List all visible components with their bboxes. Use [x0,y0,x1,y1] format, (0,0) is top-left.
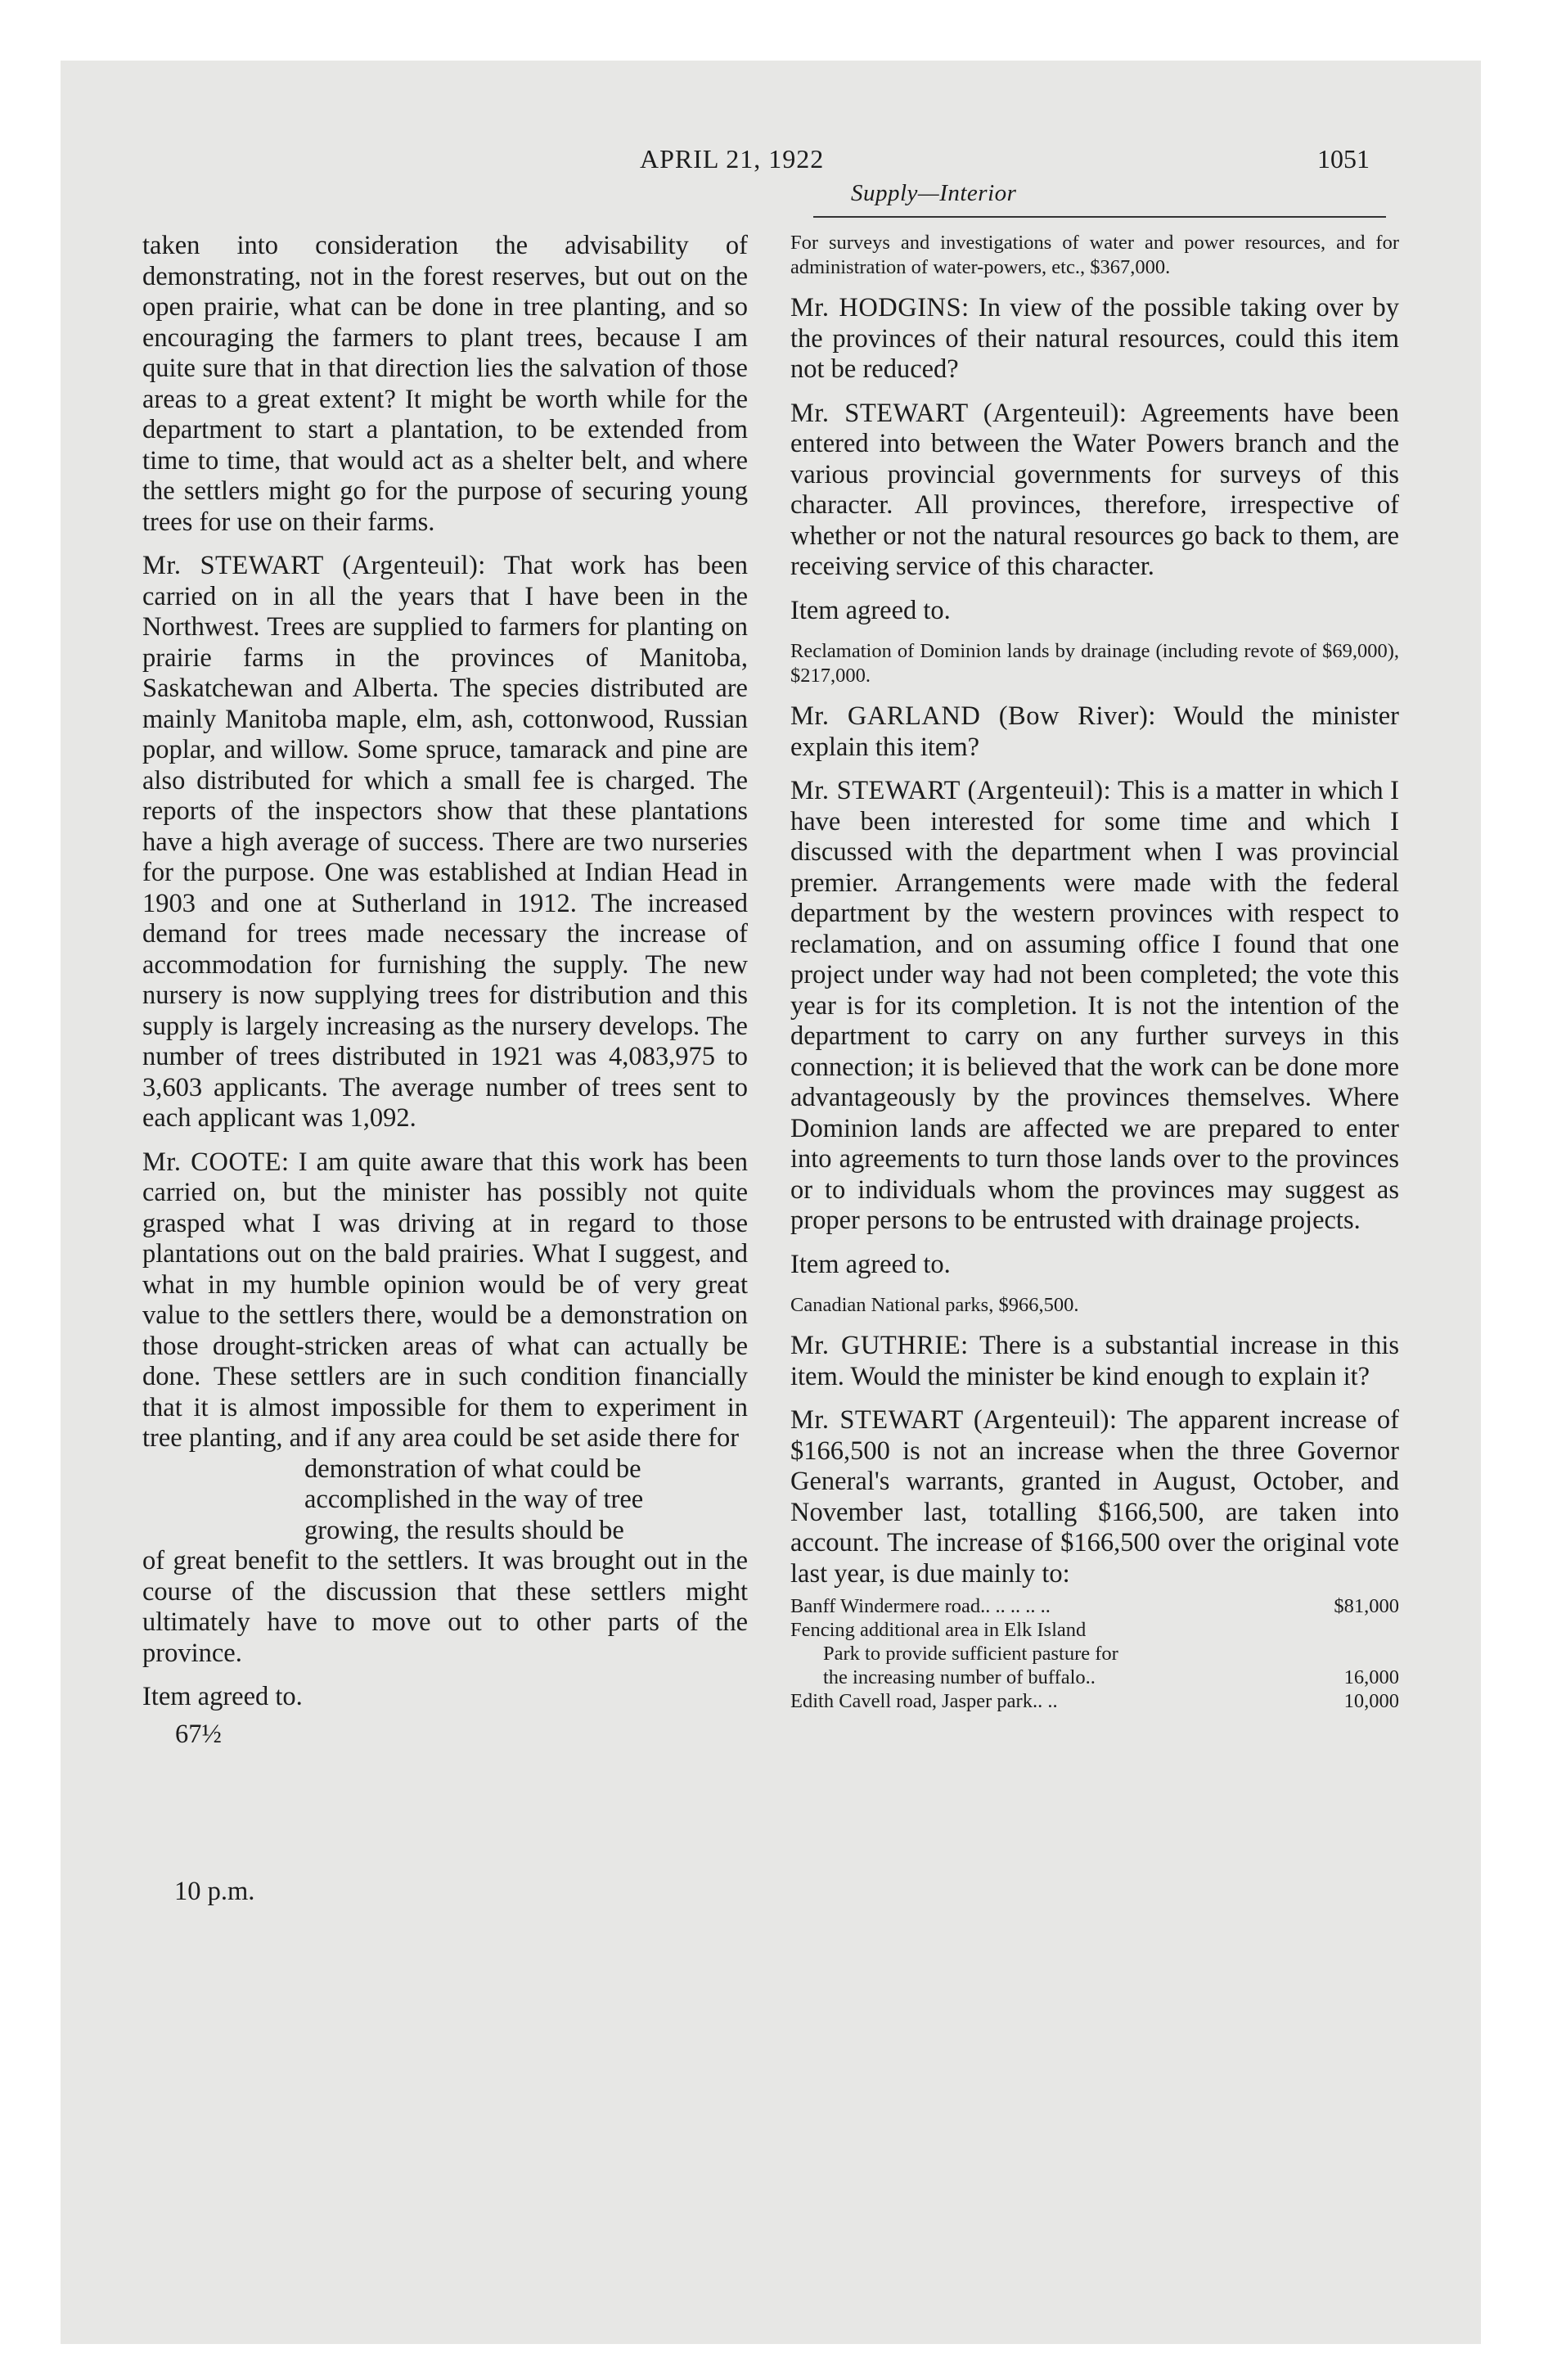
table-row-label: Edith Cavell road, Jasper park.. .. [790,1690,1058,1712]
speaker-name: Mr. GARLAND (Bow River): [790,701,1156,731]
speaker-name: Mr. STEWART (Argenteuil): [790,398,1127,428]
margin-time: 10 p.m. [174,1877,255,1906]
left-column [142,231,748,1750]
paragraph: of great benefit to the settlers. It was brought out in the course of the discussion that these settlers might ultimately have to move out to other parts of the province. [142,1546,748,1668]
paragraph [790,399,1399,583]
table-row [790,1594,1399,1618]
speech-text: I am quite aware that this work has been carried on, but the minister has possibly not quite grasped what I was driving at in regard to those plantations out on the bald prairies. What I suggest, and what in my humble opinion would be of very great value to the settlers there, would be a demonstration on those drought-stricken areas of what can actually be done. These settlers are in such condition financially that it is almost impossible for them to experiment in tree planting, and if any area could be set aside there for [142,1147,748,1453]
paragraph [790,293,1399,385]
speaker-name: Mr. STEWART (Argenteuil): [790,776,1112,805]
expenditure-table [790,1594,1399,1713]
item-agreed: Item agreed to. [142,1682,303,1711]
table-row-amount [1301,1618,1399,1642]
hanging-line: growing, the results should be [304,1515,624,1545]
table-row-label: the increasing number of buffalo.. [823,1666,1096,1688]
table-row-amount: $81,000 [1334,1595,1399,1617]
table-row [790,1642,1399,1666]
speech-text: The apparent increase of $166,500 is not an increase when the three Governor General's warrants, granted in August, October, and November last, totalling $166,500, are taken into account. The increase of $166,500 over the original vote last year, is due mainly to: [790,1405,1399,1589]
speech-text: There is a substantial increase in this item. Would the minister be kind enough to explain it? [790,1331,1400,1391]
speaker-name: Mr. HODGINS: [790,293,970,322]
item-agreed: Item agreed to. [790,1249,951,1279]
speaker-name: Mr. GUTHRIE: [790,1331,969,1360]
speech-text: In view of the possible taking over by the provinces of their natural resources, could this item not be reduced? [790,293,1399,384]
page-date: APRIL 21, 1922 [640,144,825,174]
speaker-name: Mr. STEWART (Argenteuil): [790,1405,1118,1435]
table-row-amount [1301,1642,1399,1666]
table-row-label: Banff Windermere road.. .. .. .. .. [790,1595,1051,1617]
table-row [790,1666,1399,1689]
table-row-label: Park to provide sufficient pasture for [823,1643,1118,1665]
paragraph [790,1331,1399,1392]
vote-item: Reclamation of Dominion lands by drainage (including revote of $69,000), $217,000. [790,640,1399,687]
hanging-line: demonstration of what could be [304,1454,641,1484]
speech-text: Agreements have been entered into between the Water Powers branch and the various provincial governments for surveys of this character. All provinces, therefore, irrespective of whether or not the natural resources go back to them, are receiving service of this character. [790,398,1399,581]
paragraph: taken into consideration the advisability of demonstrating, not in the forest reserves, but out on the open prairie, what can be done in tree planting, and so encouraging the farmers to plant trees, because I am quite sure that in that direction lies the salvation of those areas to a great extent? It might be worth while for the department to start a plantation, to be extended from time to time, that would act as a shelter belt, and where the settlers might go for the purpose of securing young trees for use on their farms. [142,231,748,537]
hanging-line: accomplished in the way of tree [304,1485,644,1514]
table-row-amount: 10,000 [1343,1690,1399,1712]
paragraph [790,1405,1399,1589]
paragraph [142,1147,748,1454]
page-number: 1051 [1317,144,1370,174]
vote-item: Canadian National parks, $966,500. [790,1294,1079,1316]
vote-item: For surveys and investigations of water and power resources, and for administration of water-powers, etc., $367,000. [790,232,1399,278]
table-row [790,1618,1399,1642]
speaker-name: Mr. STEWART (Argenteuil): [142,551,486,580]
speech-text: This is a matter in which I have been interested for some time and which I discussed with the department when I was provincial premier. Arrangements were made with the federal department by the western provinces with respect to reclamation, and on assuming office I found that one project under way had not been completed; the vote this year is for its completion. It is not the intention of the department to carry on any further surveys in this connection; it is believed that the work can be done more advantageously by the provinces themselves. Where Dominion lands are affected we are prepared to enter into agreements to turn those lands over to the provinces or to individuals whom the provinces may suggest as proper persons to be entrusted with drainage projects. [790,776,1400,1235]
table-row-amount: 16,000 [1343,1666,1399,1688]
speaker-name: Mr. COOTE: [142,1147,290,1177]
speech-text: Would the minister explain this item? [790,701,1399,762]
item-agreed: Item agreed to. [790,595,951,625]
speech-text: That work has been carried on in all the years that I have been in the Northwest. Trees are supplied to farmers for planting on prairie farms in the provinces of Manitoba, Saskatchewan and Alberta. The species distributed are mainly Manitoba maple, elm, ash, cottonwood, Russian poplar, and willow. Some spruce, tamarack and pine are also distributed for which a small fee is charged. The reports of the inspectors show that these plantations have a high average of success. There are two nurseries for the purpose. One was established at Indian Head in 1903 and one at Sutherland in 1912. The increased demand for trees made necessary the increase of accommodation for furnishing the supply. The new nursery is now supplying trees for distribution and this supply is largely increasing as the nursery develops. The number of trees distributed in 1921 was 4,083,975 to 3,603 applicants. The average number of trees sent to each applicant was 1,092. [142,551,748,1133]
right-column [790,231,1399,1713]
header-rule [813,216,1386,218]
section-title: Supply—Interior [851,180,1017,206]
footer-mark: 67½ [175,1719,222,1749]
table-row-label: Fencing additional area in Elk Island [790,1619,1087,1641]
table-row [790,1689,1399,1713]
paragraph [790,701,1399,763]
paragraph [142,551,748,1134]
paragraph [790,776,1399,1237]
